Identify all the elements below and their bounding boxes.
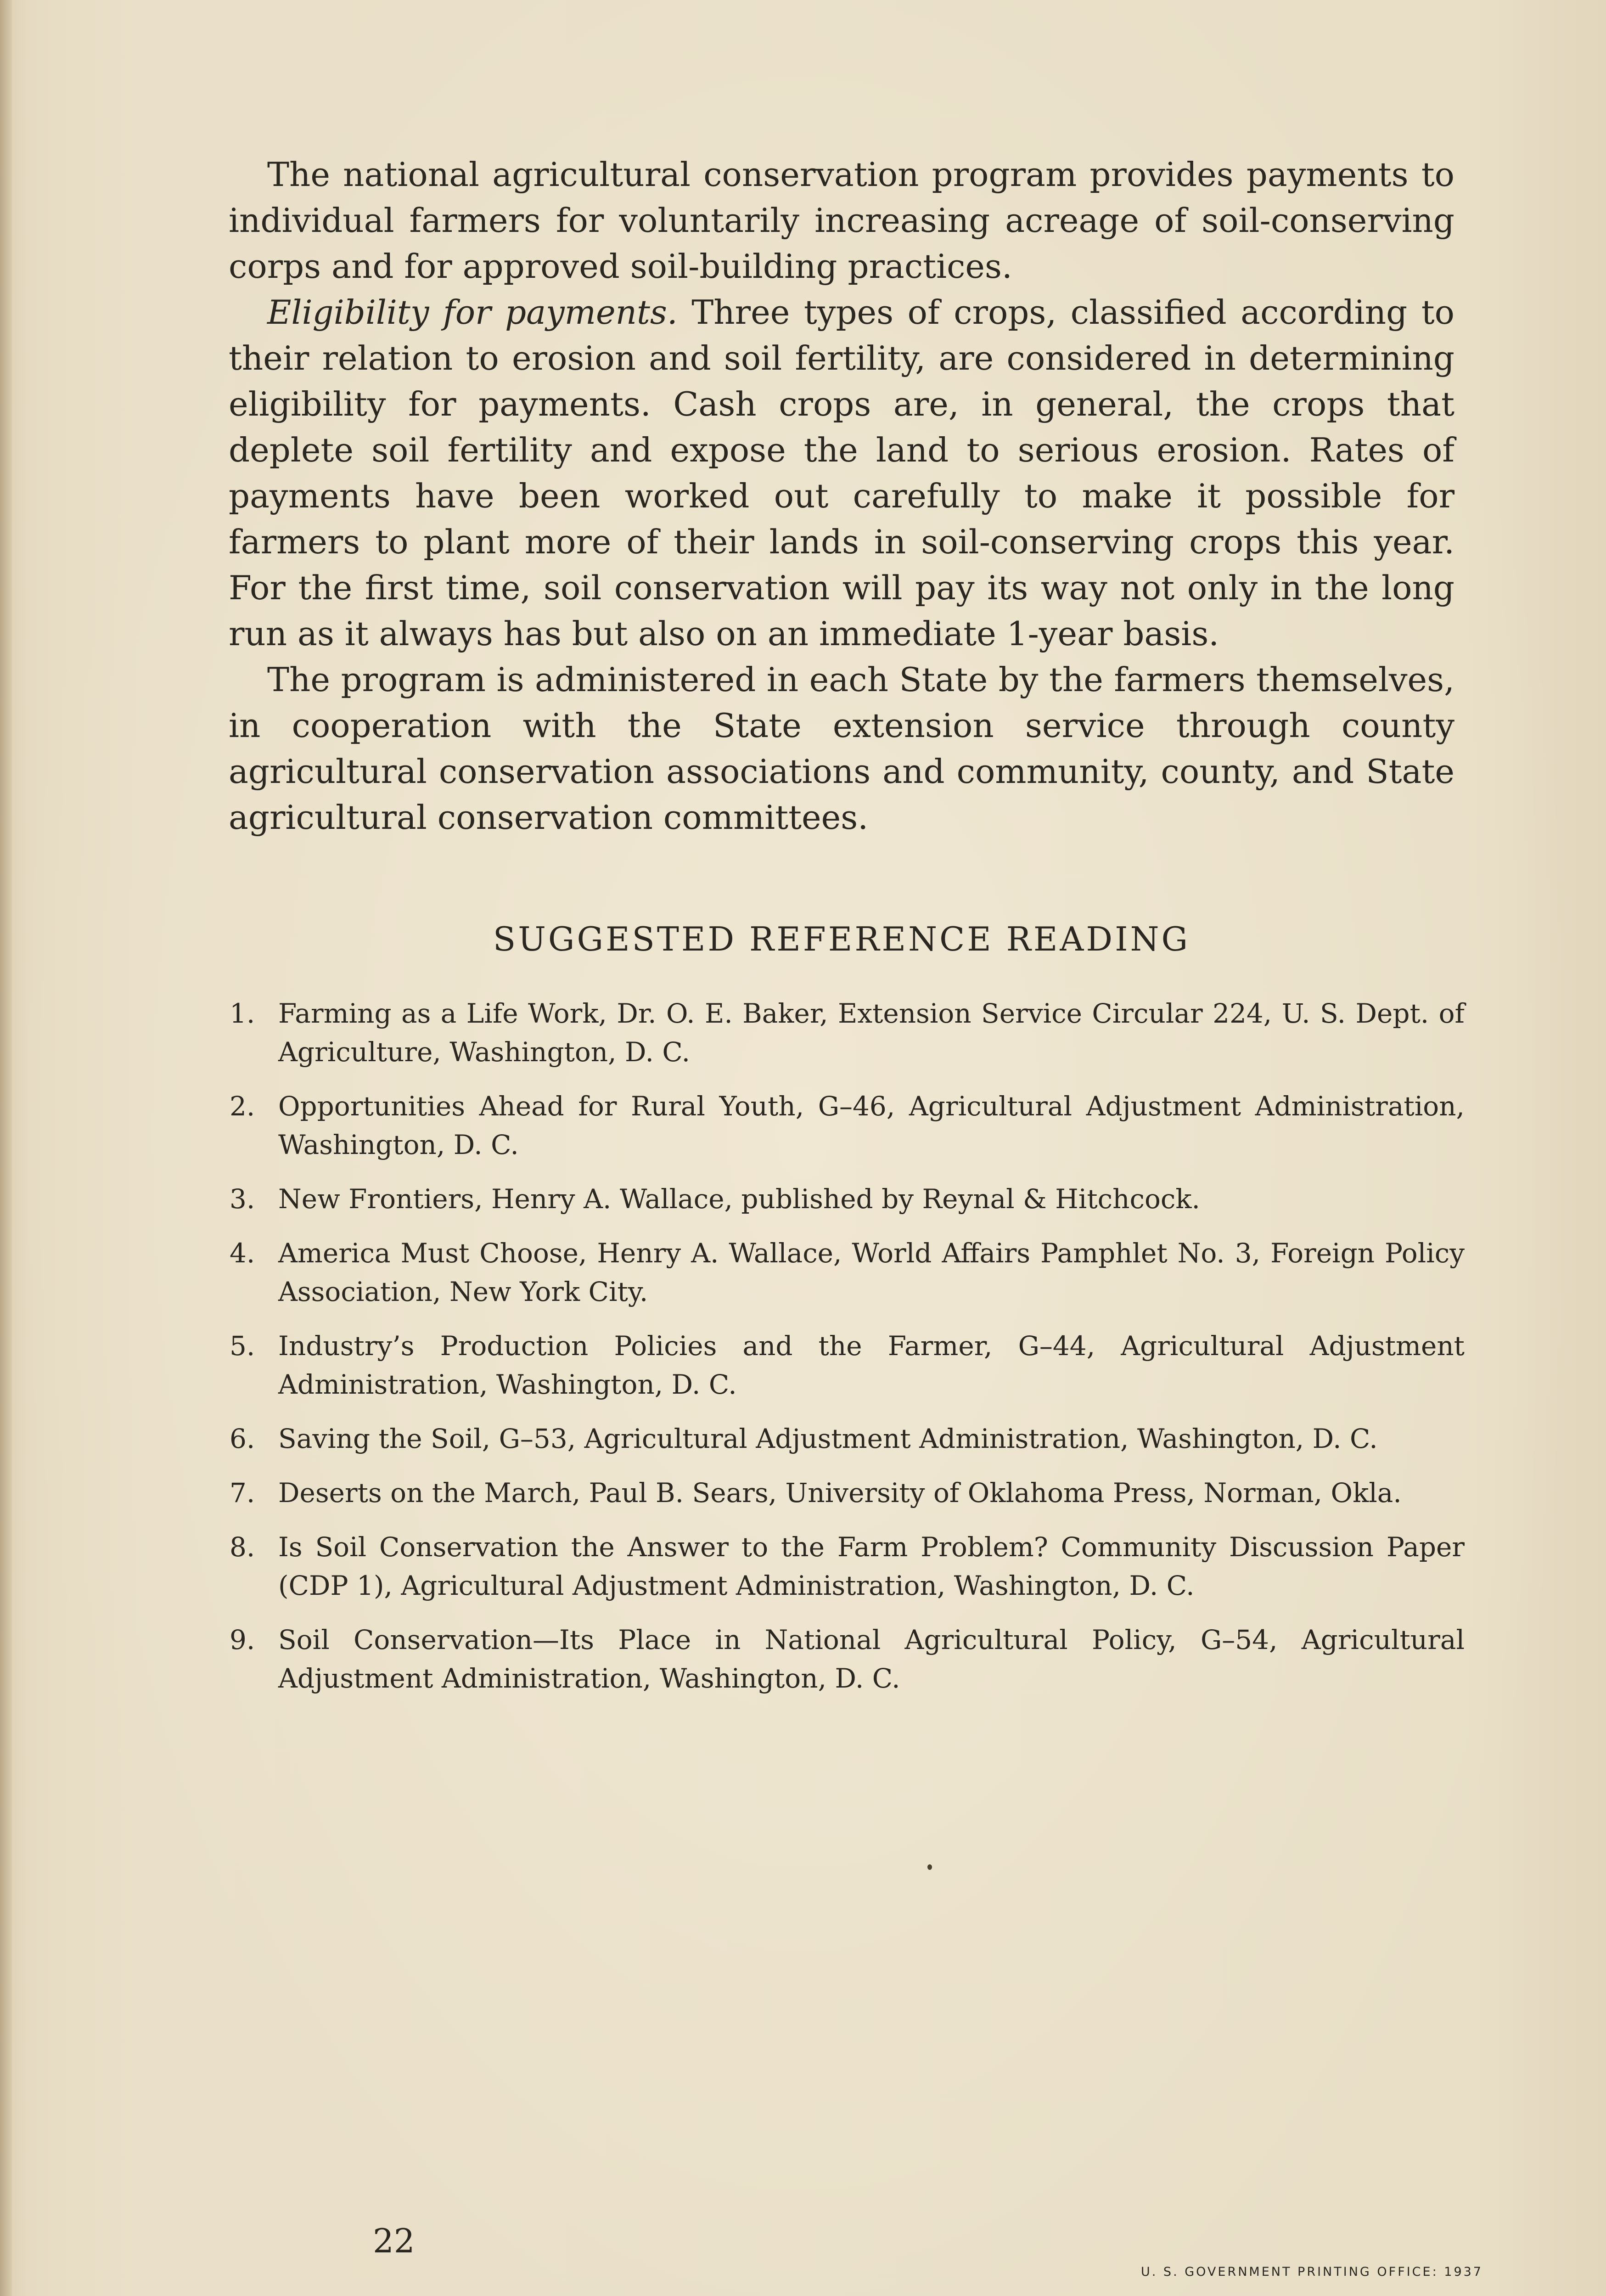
eligibility-lead: Eligibility for payments. xyxy=(267,293,678,332)
reference-text: America Must Choose, Henry A. Wallace, World Affairs Pamphlet No. 3, Foreign Policy Association, New York City. xyxy=(278,1238,1465,1307)
reference-text: Deserts on the March, Paul B. Sears, University of Oklahoma Press, Norman, Okla. xyxy=(278,1477,1402,1508)
reference-number: 5. xyxy=(230,1330,255,1362)
reference-number: 4. xyxy=(230,1238,255,1269)
paragraph-program-payments: The national agricultural conservation program provides payments to individual farmers for voluntarily increasing acreage of soil-conserving corps and for approved soil-building practices. xyxy=(229,155,1454,286)
reference-item xyxy=(230,1419,1465,1458)
printing-office-imprint: U. S. GOVERNMENT PRINTING OFFICE: 1937 xyxy=(1141,2265,1483,2279)
reference-number: 6. xyxy=(230,1423,255,1454)
eligibility-text: Three types of crops, classified according to their relation to erosion and soil fertility, are considered in determining eligibility for payments. Cash crops are, in general, the crops that deplete soil fertility and expose the land to serious erosion. Rates of payments have been worked out carefully to make it possible for farmers to plant more of their lands in soil-conserving crops this year. For the first time, soil conservation will pay its way not only in the long run as it always has but also on an immediate 1-year basis. xyxy=(229,293,1454,653)
reference-item xyxy=(230,1327,1465,1404)
reference-list xyxy=(230,994,1465,1713)
reference-text: Farming as a Life Work, Dr. O. E. Baker, Extension Service Circular 224, U. S. Dept. of Agriculture, Washington, D. C. xyxy=(278,998,1465,1068)
reference-text: New Frontiers, Henry A. Wallace, published by Reynal & Hitchcock. xyxy=(278,1183,1200,1215)
reference-number: 2. xyxy=(230,1091,255,1122)
reference-item xyxy=(230,1621,1465,1698)
page-number: 22 xyxy=(373,2222,415,2260)
reference-item xyxy=(230,1528,1465,1605)
reference-number: 3. xyxy=(230,1183,255,1215)
reference-number: 7. xyxy=(230,1477,255,1508)
reference-text: Soil Conservation—Its Place in National Agricultural Policy, G–54, Agricultural Adjustment Administration, Washington, D. C. xyxy=(278,1624,1465,1694)
reference-text: Saving the Soil, G–53, Agricultural Adjustment Administration, Washington, D. C. xyxy=(278,1423,1378,1454)
reference-number: 1. xyxy=(230,998,255,1029)
paper-speck xyxy=(927,1864,932,1870)
reference-text: Opportunities Ahead for Rural Youth, G–46, Agricultural Adjustment Administration, Washington, D. C. xyxy=(278,1091,1465,1160)
reference-item xyxy=(230,994,1465,1071)
reference-number: 8. xyxy=(230,1531,255,1563)
reference-text: Industry’s Production Policies and the Farmer, G–44, Agricultural Adjustment Administration, Washington, D. C. xyxy=(278,1330,1465,1400)
page-binding-edge xyxy=(0,0,12,2296)
reference-item xyxy=(230,1234,1465,1311)
reference-item xyxy=(230,1087,1465,1164)
reference-number: 9. xyxy=(230,1624,255,1655)
section-heading: SUGGESTED REFERENCE READING xyxy=(493,920,1190,958)
paragraph-administration: The program is administered in each State by the farmers themselves, in cooperation with the State extension service through county agricultural conservation associations and community, county, and State agricultural conservation committees. xyxy=(229,660,1454,837)
reference-item xyxy=(230,1474,1465,1512)
reference-text: Is Soil Conservation the Answer to the Farm Problem? Community Discussion Paper (CDP 1), Agricultural Adjustment Administration, Washington, D. C. xyxy=(278,1531,1465,1601)
body-text xyxy=(229,152,1454,840)
reference-item xyxy=(230,1180,1465,1218)
paragraph-eligibility xyxy=(229,289,1454,657)
